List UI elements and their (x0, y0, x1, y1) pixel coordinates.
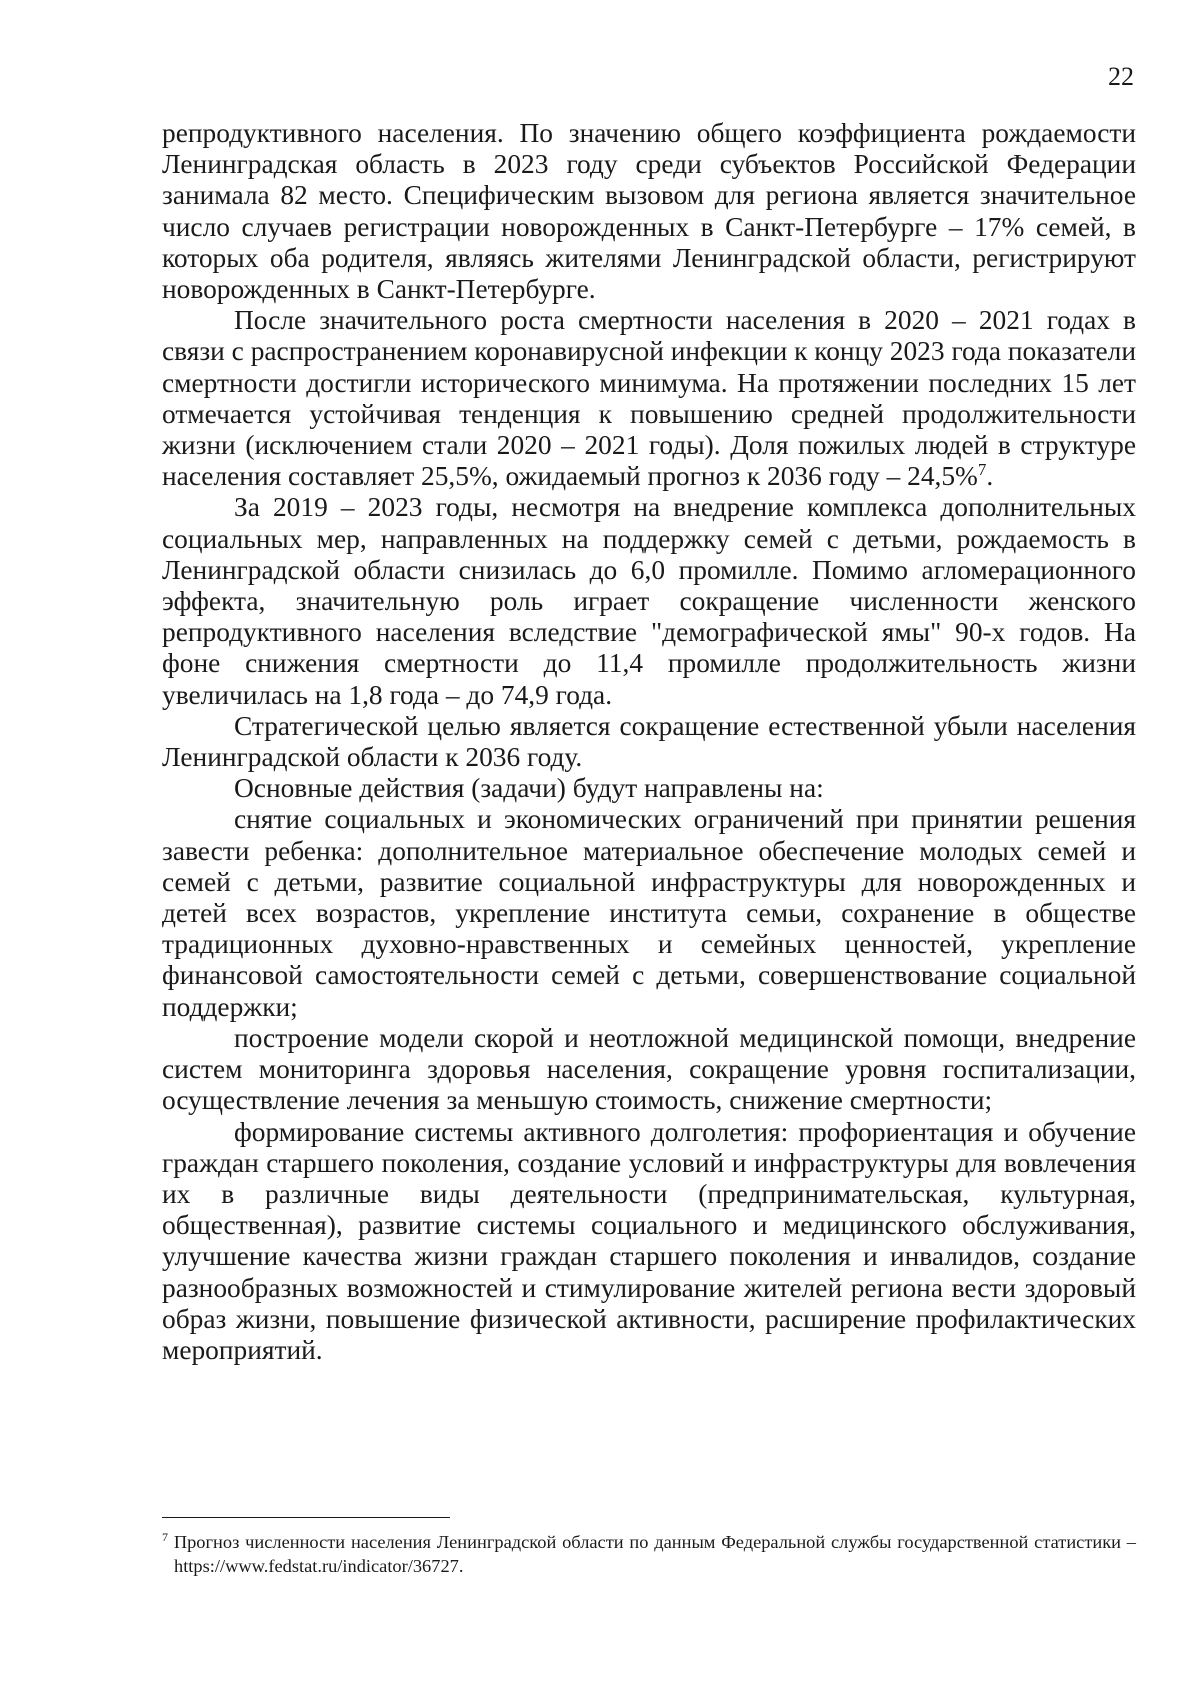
footnote (162, 1530, 1136, 1578)
footnote-text: Прогноз численности населения Ленинградской области по данным Федеральной службы государственной статистики – https://www.fedstat.ru/indicator/36727. (173, 1532, 1136, 1576)
task-item-2: построение модели скорой и неотложной медицинской помощи, внедрение систем мониторинга здоровья населения, сокращение уровня госпитализации, осуществление лечения за меньшую стоимость, снижение смертности; (162, 1022, 1136, 1116)
body-text (162, 118, 1136, 1366)
task-item-3: формирование системы активного долголетия: профориентация и обучение граждан старшего поколения, создание условий и инфраструктуры для вовлечения их в различные виды деятельности (предпринимательская, культурная, общественная), развитие системы социального и медицинского обслуживания, улучшение качества жизни граждан старшего поколения и инвалидов, создание разнообразных возможностей и стимулирование жителей региона вести здоровый образ жизни, повышение физической активности, расширение профилактических мероприятий. (162, 1116, 1136, 1365)
paragraph-3: За 2019 – 2023 годы, несмотря на внедрение комплекса дополнительных социальных мер, направленных на поддержку семей с детьми, рождаемость в Ленинградской области снизилась до 6,0 промилле. Помимо агломерационного эффекта, значительную роль играет сокращение численности женского репродуктивного населения вследствие "демографической ямы" 90-х годов. На фоне снижения смертности до 11,4 промилле продолжительность жизни увеличилась на 1,8 года – до 74,9 года. (162, 492, 1136, 710)
footnote-mark: 7 (162, 1529, 168, 1544)
footnote-reference[interactable]: 7 (977, 460, 987, 480)
page-number: 22 (1108, 62, 1134, 91)
paragraph-2 (162, 305, 1136, 492)
paragraph-4: Стратегической целью является сокращение естественной убыли населения Ленинградской области к 2036 году. (162, 710, 1136, 773)
paragraph-2-text: После значительного роста смертности населения в 2020 – 2021 годах в связи с распространением коронавирусной инфекции к концу 2023 года показатели смертности достигли исторического минимума. На протяжении последних 15 лет отмечается устойчивая тенденция к повышению средней продолжительности жизни (исключением стали 2020 – 2021 годы). Доля пожилых людей в структуре населения составляет 25,5%, ожидаемый прогноз к 2036 году – 24,5% (162, 305, 1136, 492)
paragraph-2-end: . (986, 461, 994, 492)
footnote-separator (162, 1517, 450, 1518)
task-item-1: снятие социальных и экономических ограничений при принятии решения завести ребенка: дополнительное материальное обеспечение молодых семей и семей с детьми, развитие социальной инфраструктуры для новорожденных и детей всех возрастов, укрепление института семьи, сохранение в обществе традиционных духовно-нравственных и семейных ценностей, укрепление финансовой самостоятельности семей с детьми, совершенствование социальной поддержки; (162, 804, 1136, 1022)
paragraph-5: Основные действия (задачи) будут направлены на: (234, 773, 824, 804)
paragraph-1: репродуктивного населения. По значению общего коэффициента рождаемости Ленинградская область в 2023 году среди субъектов Российской Федерации занимала 82 место. Специфическим вызовом для региона является значительное число случаев регистрации новорожденных в Санкт-Петербурге – 17% семей, в которых оба родителя, являясь жителями Ленинградской области, регистрируют новорожденных в Санкт-Петербурге. (162, 118, 1136, 305)
